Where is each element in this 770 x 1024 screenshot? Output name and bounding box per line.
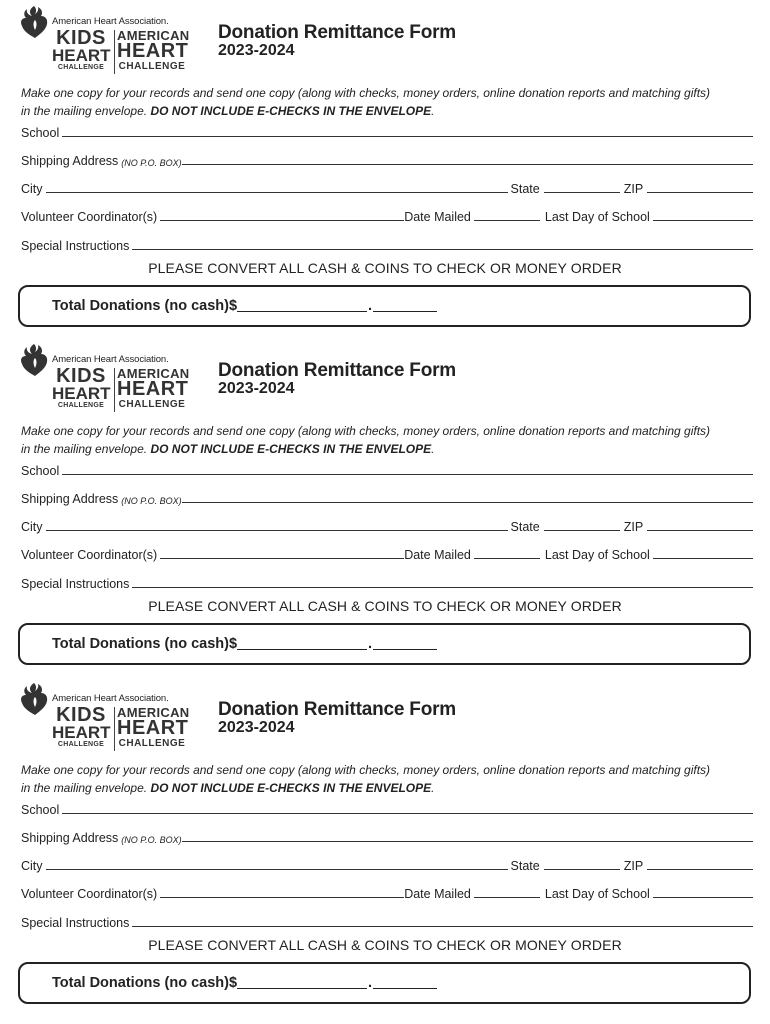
last-day-label: Last Day of School (544, 210, 650, 224)
total-decimal-point: . (368, 298, 373, 314)
kids-heart-challenge-wordmark (52, 29, 110, 72)
total-dollars-field[interactable] (237, 648, 367, 650)
special-row (21, 912, 753, 930)
volunteer-label: Volunteer Coordinator(s) (21, 548, 158, 562)
ahc-heart-word: HEART (117, 717, 189, 739)
instructions-end: . (431, 442, 435, 456)
american-heart-challenge-wordmark (117, 28, 190, 72)
aha-torch-heart-icon (18, 681, 52, 717)
convert-note: PLEASE CONVERT ALL CASH & COINS TO CHECK OR MONEY ORDER (148, 937, 622, 953)
last-day-field[interactable] (653, 219, 753, 221)
city-row (21, 178, 753, 196)
remittance-form-3 (0, 677, 770, 1017)
total-row (52, 636, 437, 652)
total-box (18, 285, 751, 327)
special-label: Special Instructions (21, 916, 130, 930)
logo-divider (114, 368, 115, 412)
instructions-warning: DO NOT INCLUDE E-CHECKS IN THE ENVELOPE (150, 442, 432, 456)
state-field[interactable] (544, 191, 620, 193)
total-decimal-point: . (368, 636, 373, 652)
school-row (21, 799, 753, 817)
city-row (21, 516, 753, 534)
aha-wordmark: American Heart Association. (52, 693, 169, 704)
state-label: State (510, 859, 540, 873)
volunteer-label: Volunteer Coordinator(s) (21, 887, 158, 901)
kids-heart-challenge-logo (18, 342, 198, 410)
kids-heart-challenge-logo (18, 681, 198, 749)
total-row (52, 975, 437, 991)
aha-wordmark: American Heart Association. (52, 354, 169, 365)
school-field[interactable] (62, 473, 753, 475)
city-label: City (21, 859, 43, 873)
shipping-field[interactable] (182, 163, 753, 165)
kids-heart-challenge-wordmark (52, 367, 110, 410)
aha-torch-heart-icon (18, 4, 52, 40)
remittance-form-1 (0, 0, 770, 340)
zip-label: ZIP (623, 520, 644, 534)
special-label: Special Instructions (21, 239, 130, 253)
shipping-label: Shipping Address (21, 492, 119, 506)
kids-word: KIDS (56, 365, 106, 387)
zip-label: ZIP (623, 182, 644, 196)
school-row (21, 460, 753, 478)
shipping-note: (NO P.O. BOX) (121, 158, 182, 168)
total-label: Total Donations (no cash)$ (52, 636, 238, 652)
total-cents-field[interactable] (373, 310, 437, 312)
form-year: 2023-2024 (218, 42, 295, 59)
date-mailed-label: Date Mailed (404, 210, 471, 224)
city-field[interactable] (46, 529, 508, 531)
school-field[interactable] (62, 812, 753, 814)
kids-challenge-word: CHALLENGE (57, 741, 105, 748)
special-row (21, 573, 753, 591)
last-day-field[interactable] (653, 896, 753, 898)
ahc-challenge-word: CHALLENGE (118, 399, 186, 410)
special-field[interactable] (132, 586, 753, 588)
city-field[interactable] (46, 191, 508, 193)
shipping-field[interactable] (182, 840, 753, 842)
last-day-field[interactable] (653, 557, 753, 559)
school-label: School (21, 803, 60, 817)
date-mailed-field[interactable] (474, 557, 540, 559)
instructions-end: . (431, 781, 435, 795)
volunteer-label: Volunteer Coordinator(s) (21, 210, 158, 224)
zip-field[interactable] (647, 868, 753, 870)
kids-word: KIDS (56, 27, 106, 49)
convert-note: PLEASE CONVERT ALL CASH & COINS TO CHECK OR MONEY ORDER (148, 598, 622, 614)
volunteer-field[interactable] (160, 557, 404, 559)
date-mailed-field[interactable] (474, 219, 540, 221)
kids-challenge-word: CHALLENGE (57, 402, 105, 409)
instructions-text: Make one copy for your records and send one copy (along with checks, money orders, online donation reports and matching gifts) in the mailing envelope. (21, 763, 711, 795)
volunteer-row (21, 206, 753, 224)
form-title: Donation Remittance Form (218, 360, 456, 381)
special-field[interactable] (132, 248, 753, 250)
kids-heart-word: HEART (52, 46, 111, 65)
ahc-american-word: AMERICAN (117, 705, 190, 720)
remittance-form-2 (0, 338, 770, 678)
aha-wordmark: American Heart Association. (52, 16, 169, 27)
state-field[interactable] (544, 529, 620, 531)
last-day-label: Last Day of School (544, 887, 650, 901)
shipping-row (21, 827, 753, 845)
school-label: School (21, 126, 60, 140)
instructions-warning: DO NOT INCLUDE E-CHECKS IN THE ENVELOPE (150, 104, 432, 118)
instructions-warning: DO NOT INCLUDE E-CHECKS IN THE ENVELOPE (150, 781, 432, 795)
total-dollars-field[interactable] (237, 310, 367, 312)
school-label: School (21, 464, 60, 478)
volunteer-field[interactable] (160, 219, 404, 221)
form-title: Donation Remittance Form (218, 22, 456, 43)
shipping-label: Shipping Address (21, 154, 119, 168)
ahc-challenge-word: CHALLENGE (118, 738, 186, 749)
state-label: State (510, 182, 540, 196)
shipping-note: (NO P.O. BOX) (121, 496, 182, 506)
date-mailed-field[interactable] (474, 896, 540, 898)
instructions-text: Make one copy for your records and send one copy (along with checks, money orders, online donation reports and matching gifts) in the mailing envelope. (21, 424, 711, 456)
ahc-american-word: AMERICAN (117, 366, 190, 381)
american-heart-challenge-wordmark (117, 705, 190, 749)
form-title: Donation Remittance Form (218, 699, 456, 720)
instructions-text: Make one copy for your records and send one copy (along with checks, money orders, online donation reports and matching gifts) in the mailing envelope. (21, 86, 711, 118)
total-box (18, 623, 751, 665)
zip-label: ZIP (623, 859, 644, 873)
kids-heart-word: HEART (52, 723, 111, 742)
logo-divider (114, 707, 115, 751)
aha-torch-heart-icon (18, 342, 52, 378)
total-cents-field[interactable] (373, 987, 437, 989)
total-dollars-field[interactable] (237, 987, 367, 989)
city-label: City (21, 182, 43, 196)
zip-field[interactable] (647, 529, 753, 531)
state-label: State (510, 520, 540, 534)
kids-heart-challenge-wordmark (52, 706, 110, 749)
shipping-note: (NO P.O. BOX) (121, 835, 182, 845)
instructions (21, 84, 721, 120)
total-row (52, 298, 437, 314)
total-label: Total Donations (no cash)$ (52, 975, 238, 991)
total-decimal-point: . (368, 975, 373, 991)
ahc-heart-word: HEART (117, 378, 189, 400)
instructions (21, 422, 721, 458)
instructions-end: . (431, 104, 435, 118)
kids-word: KIDS (56, 704, 106, 726)
ahc-challenge-word: CHALLENGE (118, 61, 186, 72)
volunteer-row (21, 883, 753, 901)
american-heart-challenge-wordmark (117, 366, 190, 410)
volunteer-field[interactable] (160, 896, 404, 898)
ahc-american-word: AMERICAN (117, 28, 190, 43)
shipping-label: Shipping Address (21, 831, 119, 845)
kids-heart-challenge-logo (18, 4, 198, 72)
school-field[interactable] (62, 135, 753, 137)
kids-challenge-word: CHALLENGE (57, 64, 105, 71)
zip-field[interactable] (647, 191, 753, 193)
form-year: 2023-2024 (218, 380, 295, 397)
shipping-row (21, 488, 753, 506)
form-year: 2023-2024 (218, 719, 295, 736)
date-mailed-label: Date Mailed (404, 548, 471, 562)
date-mailed-label: Date Mailed (404, 887, 471, 901)
state-field[interactable] (544, 868, 620, 870)
city-label: City (21, 520, 43, 534)
city-field[interactable] (46, 868, 508, 870)
shipping-row (21, 150, 753, 168)
city-row (21, 855, 753, 873)
total-cents-field[interactable] (373, 648, 437, 650)
special-row (21, 235, 753, 253)
kids-heart-word: HEART (52, 384, 111, 403)
special-label: Special Instructions (21, 577, 130, 591)
last-day-label: Last Day of School (544, 548, 650, 562)
total-box (18, 962, 751, 1004)
ahc-heart-word: HEART (117, 40, 189, 62)
special-field[interactable] (132, 925, 753, 927)
convert-note: PLEASE CONVERT ALL CASH & COINS TO CHECK OR MONEY ORDER (148, 260, 622, 276)
shipping-field[interactable] (182, 501, 753, 503)
school-row (21, 122, 753, 140)
volunteer-row (21, 544, 753, 562)
total-label: Total Donations (no cash)$ (52, 298, 238, 314)
logo-divider (114, 30, 115, 74)
instructions (21, 761, 721, 797)
